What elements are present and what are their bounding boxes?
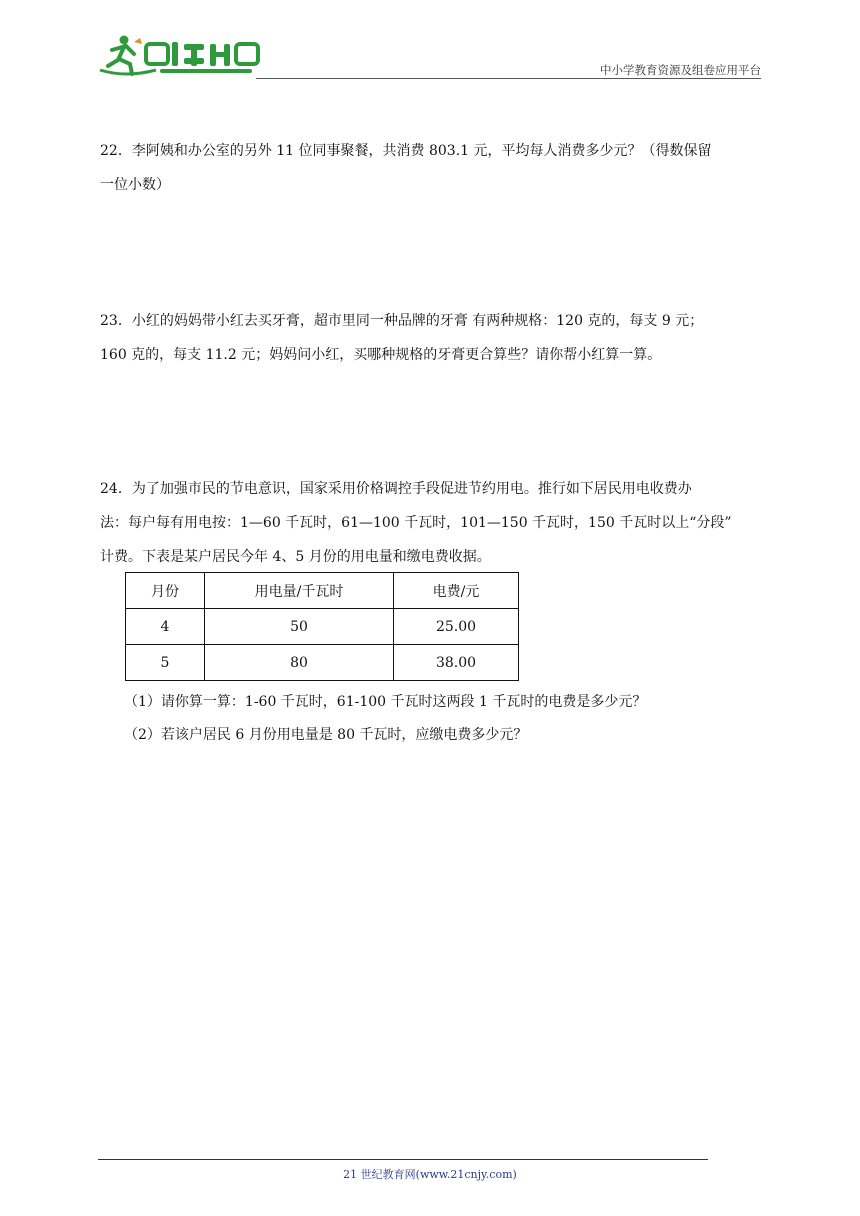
site-logo bbox=[96, 30, 286, 82]
footer-source: 21 世纪教育网(www.21cnjy.com) bbox=[343, 1168, 517, 1181]
question-23-line-1: 23．小红的妈妈带小红去买牙膏，超市里同一种品牌的牙膏 有两种规格：120 克的，每支 9 元； bbox=[100, 313, 704, 329]
question-24-line-2: 法：每户每有用电按：1—60 千瓦时，61—100 千瓦时，101—150 千瓦时，150 千瓦时以上“分段” bbox=[100, 515, 732, 531]
table-cell-fee: 25.00 bbox=[394, 609, 519, 645]
table-header-fee: 电费/元 bbox=[394, 573, 519, 609]
header-divider bbox=[256, 78, 761, 79]
table-row bbox=[126, 609, 519, 645]
question-23 bbox=[100, 304, 760, 372]
question-22-line-1: 22．李阿姨和办公室的另外 11 位同事聚餐，共消费 803.1 元，平均每人消费多少元？（得数保留 bbox=[100, 143, 712, 159]
table-header-row bbox=[126, 573, 519, 609]
table-header-usage: 用电量/千瓦时 bbox=[205, 573, 394, 609]
table-cell-usage: 50 bbox=[205, 609, 394, 645]
table-cell-month: 5 bbox=[126, 645, 205, 681]
table-cell-usage: 80 bbox=[205, 645, 394, 681]
footer-divider bbox=[98, 1159, 708, 1160]
question-24 bbox=[100, 472, 760, 574]
question-23-line-2: 160 克的，每支 11.2 元；妈妈问小红，买哪种规格的牙膏更合算些？请你帮小红算一算。 bbox=[100, 347, 662, 363]
electricity-fee-table bbox=[125, 572, 519, 681]
table-cell-fee: 38.00 bbox=[394, 645, 519, 681]
question-24-line-1: 24．为了加强市民的节电意识，国家采用价格调控手段促进节约用电。推行如下居民用电收费办 bbox=[100, 481, 692, 497]
question-24-sub-2: （2）若该户居民 6 月份用电量是 80 千瓦时，应缴电费多少元？ bbox=[124, 727, 528, 743]
platform-name: 中小学教育资源及组卷应用平台 bbox=[600, 63, 761, 77]
question-22-line-2: 一位小数） bbox=[100, 177, 170, 193]
question-22 bbox=[100, 134, 760, 202]
runner-logo-icon bbox=[96, 30, 286, 82]
question-24-sub-1: （1）请你算一算：1-60 千瓦时，61-100 千瓦时这两段 1 千瓦时的电费是多少元？ bbox=[124, 694, 647, 710]
question-24-line-3: 计费。下表是某户居民今年 4、5 月份的用电量和缴电费收据。 bbox=[100, 549, 491, 565]
table-row bbox=[126, 645, 519, 681]
table-cell-month: 4 bbox=[126, 609, 205, 645]
page-header bbox=[96, 30, 761, 82]
table-header-month: 月份 bbox=[126, 573, 205, 609]
